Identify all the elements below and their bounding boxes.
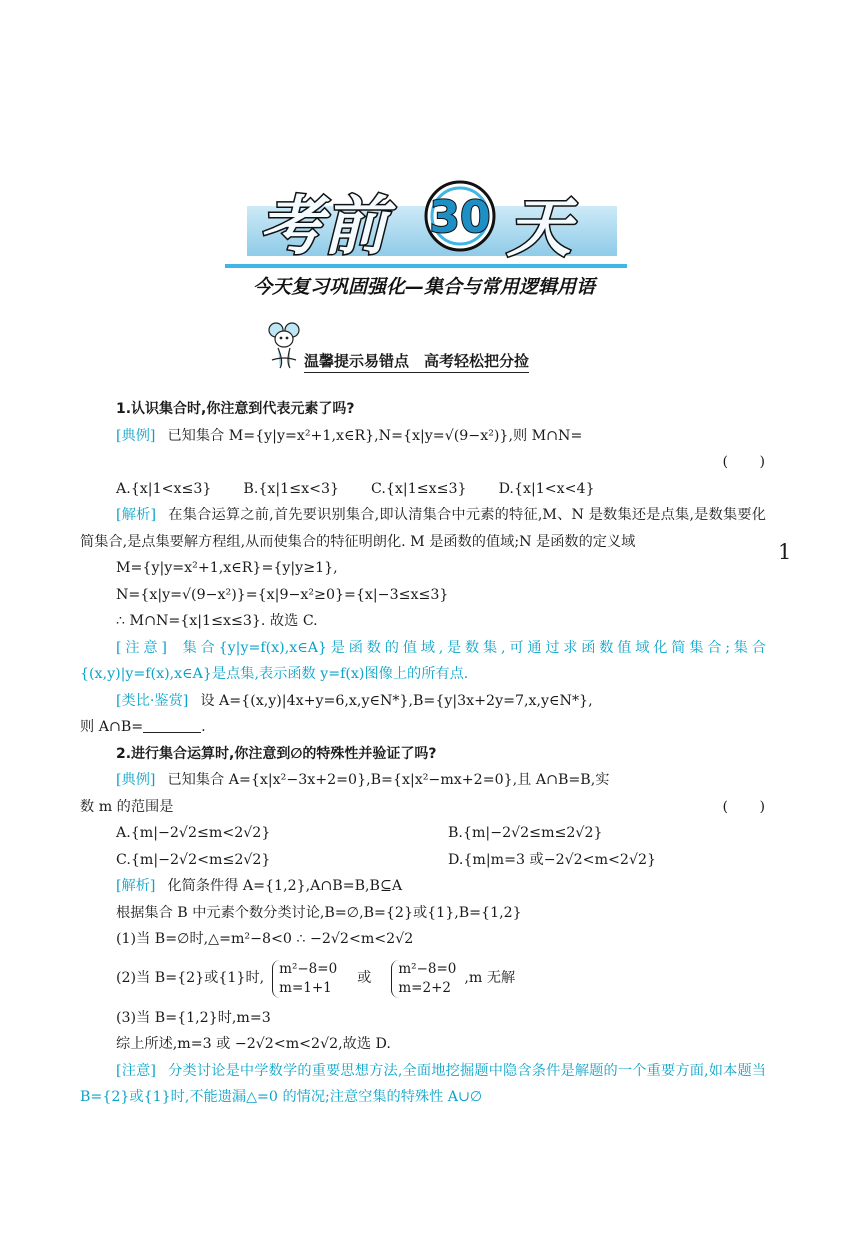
analogy-period: . <box>201 719 206 735</box>
section-2-analysis <box>80 873 766 900</box>
option-b: B.{x|1≤x<3} <box>243 480 340 497</box>
section-1-analysis <box>80 502 766 555</box>
analysis-line-n: N={x|y=√(9−x²)}={x|9−x²≥0}={x|−3≤x≤3} <box>116 586 449 603</box>
section-2-heading: 2.进行集合运算时,你注意到∅的特殊性并验证了吗? <box>116 745 437 762</box>
answer-paren-row <box>80 449 766 476</box>
banner-word-2: 天 <box>507 192 571 266</box>
section-1-analogy <box>80 688 766 715</box>
option-a: A.{m|−2√2≤m<2√2} <box>116 825 271 841</box>
section-2-options-ab <box>80 820 766 847</box>
section-1-note <box>80 635 766 688</box>
banner-graphic <box>217 176 627 271</box>
example-cont-text: 数 m 的范围是 <box>80 798 174 815</box>
or-word: 或 <box>357 970 372 987</box>
case-2-post: ,m 无解 <box>464 970 516 987</box>
section-2-example <box>80 767 766 794</box>
example-text: 已知集合 M={y|y=x²+1,x∈R},N={x|y=√(9−x²)},则 M∩N= <box>167 427 583 444</box>
summary: 综上所述,m=3 或 −2√2<m<2√2,故选 D. <box>116 1036 391 1052</box>
tip-header <box>268 322 598 372</box>
analogy-answer-line <box>80 714 766 741</box>
example-tag: [典例] <box>116 427 156 444</box>
analysis-tag: [解析] <box>116 878 156 894</box>
tip-label: 温馨提示易错点 高考轻松把分捡 <box>304 350 529 373</box>
case-2-pre: (2)当 B={2}或{1}时, <box>116 970 265 987</box>
system-2-line-a: m²−8=0 <box>398 960 457 977</box>
content <box>80 396 766 1111</box>
banner-subtitle: 今天复习巩固强化—集合与常用逻辑用语 <box>252 276 595 298</box>
analysis-result: ∴ M∩N={x|1≤x≤3}. 故选 C. <box>116 613 318 629</box>
analysis-tag: [解析] <box>116 507 157 523</box>
section-1-heading: 1.认识集合时,你注意到代表元素了吗? <box>116 401 355 417</box>
option-d: D.{m|m=3 或−2√2<m<2√2} <box>448 851 657 868</box>
example-tag: [典例] <box>116 772 156 788</box>
note-tag: [注意] <box>116 1062 156 1079</box>
answer-paren: ( ) <box>722 454 766 470</box>
analogy-tag: [类比·鉴赏] <box>116 692 189 709</box>
note-text: 分类讨论是中学数学的重要思想方法,全面地挖掘题中隐含条件是解题的一个重要方面,如本题当 B={2}或{1}时,不能遗漏△=0 的情况;注意空集的特殊性 A∪∅ <box>80 1062 766 1105</box>
section-1-options <box>80 476 766 503</box>
section-2-options-cd <box>80 847 766 874</box>
system-1-line-b: m=1+1 <box>279 979 332 996</box>
example-text: 已知集合 A={x|x²−3x+2=0},B={x|x²−mx+2=0},且 A∩B=B,实 <box>167 772 610 788</box>
page-number: 1 <box>778 540 792 564</box>
answer-paren: ( ) <box>722 798 766 815</box>
section-1-example <box>80 423 766 450</box>
section-2-example-cont <box>80 794 766 821</box>
option-d: D.{x|1<x<4} <box>498 480 595 497</box>
option-c: C.{m|−2√2<m≤2√2} <box>116 851 271 868</box>
option-a: A.{x|1<x≤3} <box>116 480 212 497</box>
note-text: 集合{y|y=f(x),x∈A}是函数的值域,是数集,可通过求函数值域化简集合;集合{(x,y)|y=f(x),x∈A}是点集,表示函数 y=f(x)图像上的所有点. <box>80 639 766 682</box>
case-1: (1)当 B=∅时,△=m²−8<0 ∴ −2√2<m<2√2 <box>116 931 414 947</box>
equation-system-2 <box>391 960 456 998</box>
system-1-line-a: m²−8=0 <box>279 960 338 977</box>
mouse-mascot-icon <box>268 322 302 370</box>
analysis-line-m: M={y|y=x²+1,x∈R}={y|y≥1}, <box>116 560 338 576</box>
note-tag: [注意] <box>116 639 167 656</box>
section-2-note <box>80 1058 766 1111</box>
banner <box>217 176 627 271</box>
analogy-end: 则 A∩B= <box>80 719 144 735</box>
banner-word-1: 考前 <box>259 190 387 264</box>
case-2 <box>80 953 766 1005</box>
option-c: C.{x|1≤x≤3} <box>371 480 467 497</box>
analogy-text: 设 A={(x,y)|4x+y=6,x,y∈N*},B={y|3x+2y=7,x,y∈N*}, <box>200 692 593 709</box>
analysis-line-1: 根据集合 B 中元素个数分类讨论,B=∅,B={2}或{1},B={1,2} <box>116 904 522 921</box>
system-2-line-b: m=2+2 <box>398 979 451 996</box>
case-3: (3)当 B={1,2}时,m=3 <box>116 1009 271 1026</box>
analysis-text: 在集合运算之前,首先要识别集合,即认清集合中元素的特征,M、N 是数集还是点集,是数集要化简集合,是点集要解方程组,从而使集合的特征明朗化. M 是函数的值域;N 是函数的定义域 <box>80 507 766 550</box>
equation-system-1 <box>272 960 337 998</box>
banner-number: 30 <box>429 192 491 243</box>
answer-blank <box>143 718 201 733</box>
analysis-text: 化简条件得 A={1,2},A∩B=B,B⊆A <box>167 878 403 894</box>
option-b: B.{m|−2√2≤m≤2√2} <box>448 825 603 841</box>
